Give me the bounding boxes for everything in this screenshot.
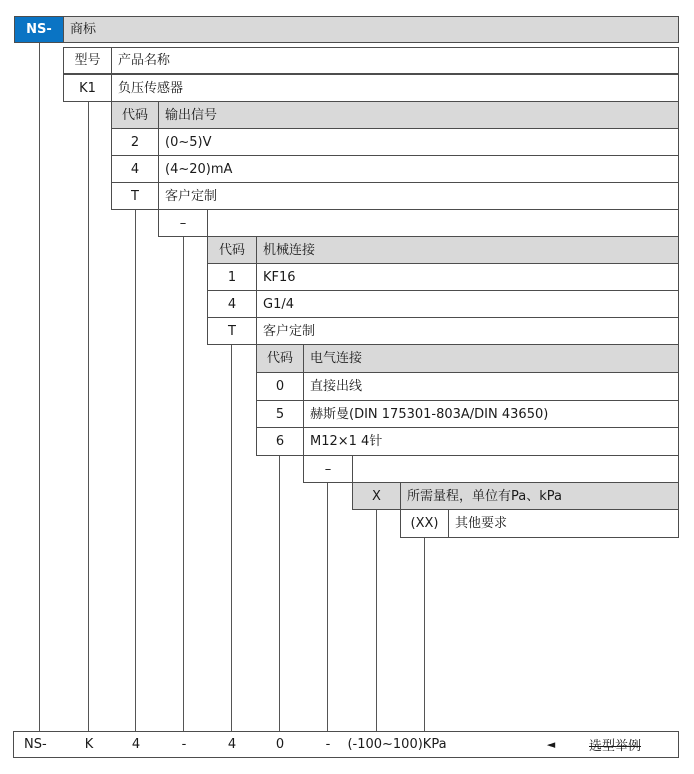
signal-code-header: 代码 bbox=[111, 101, 159, 129]
example-label: 选型举例 bbox=[588, 739, 642, 754]
example-part: 4 bbox=[131, 737, 141, 752]
example-part: K bbox=[84, 737, 94, 752]
electrical-code-cell: 5 bbox=[256, 400, 304, 428]
model-label-cell: 型号 bbox=[63, 47, 112, 74]
signal-code-cell: 4 bbox=[111, 155, 159, 183]
signal-option-cell: 客户定制 bbox=[158, 182, 679, 210]
mechanical-code-cell: 1 bbox=[207, 263, 257, 291]
electrical-option-cell: M12×1 4针 bbox=[303, 427, 679, 456]
left-arrow-icon: ◄ bbox=[546, 738, 556, 751]
connector-line bbox=[376, 509, 377, 731]
brand-badge: NS- bbox=[14, 16, 64, 43]
electrical-code-cell: 6 bbox=[256, 427, 304, 456]
connector-line bbox=[183, 236, 184, 731]
range-code-cell: X bbox=[352, 482, 401, 510]
model-code-cell: K1 bbox=[63, 74, 112, 102]
example-part: (-100~100)KPa bbox=[347, 737, 447, 752]
connector-line bbox=[424, 537, 425, 731]
connector-line bbox=[327, 482, 328, 731]
mechanical-code-cell: T bbox=[207, 317, 257, 345]
connector-line bbox=[88, 101, 89, 731]
electrical-code-cell: 0 bbox=[256, 372, 304, 401]
trademark-header: 商标 bbox=[63, 16, 679, 43]
signal-code-cell: 2 bbox=[111, 128, 159, 156]
connector-line bbox=[231, 344, 232, 731]
product-name-label-cell: 产品名称 bbox=[111, 47, 679, 74]
mechanical-code-header: 代码 bbox=[207, 236, 257, 264]
mechanical-code-cell: 4 bbox=[207, 290, 257, 318]
mechanical-header: 机械连接 bbox=[256, 236, 679, 264]
connector-line bbox=[279, 455, 280, 731]
selection-example-bar bbox=[13, 731, 679, 758]
example-part: - bbox=[325, 737, 331, 752]
connector-line bbox=[39, 42, 40, 731]
other-code-cell: (XX) bbox=[400, 509, 449, 538]
electrical-code-header: 代码 bbox=[256, 344, 304, 373]
connector-line bbox=[135, 209, 136, 731]
signal-code-cell: T bbox=[111, 182, 159, 210]
product-name-cell: 负压传感器 bbox=[111, 74, 679, 102]
example-part: 0 bbox=[275, 737, 285, 752]
signal-option-cell: (0~5)V bbox=[158, 128, 679, 156]
signal-header: 输出信号 bbox=[158, 101, 679, 129]
separator-dash-cell: – bbox=[303, 455, 353, 483]
separator-dash-cell: – bbox=[158, 209, 208, 237]
separator-blank-cell bbox=[207, 209, 679, 237]
mechanical-option-cell: 客户定制 bbox=[256, 317, 679, 345]
example-part: 4 bbox=[227, 737, 237, 752]
electrical-header: 电气连接 bbox=[303, 344, 679, 373]
example-part: - bbox=[181, 737, 187, 752]
example-part: NS- bbox=[24, 737, 47, 752]
signal-option-cell: (4~20)mA bbox=[158, 155, 679, 183]
other-label-cell: 其他要求 bbox=[448, 509, 679, 538]
electrical-option-cell: 赫斯曼(DIN 175301-803A/DIN 43650) bbox=[303, 400, 679, 428]
range-label-cell: 所需量程，单位有Pa、kPa bbox=[400, 482, 679, 510]
mechanical-option-cell: KF16 bbox=[256, 263, 679, 291]
separator-blank-cell bbox=[352, 455, 679, 483]
mechanical-option-cell: G1/4 bbox=[256, 290, 679, 318]
electrical-option-cell: 直接出线 bbox=[303, 372, 679, 401]
